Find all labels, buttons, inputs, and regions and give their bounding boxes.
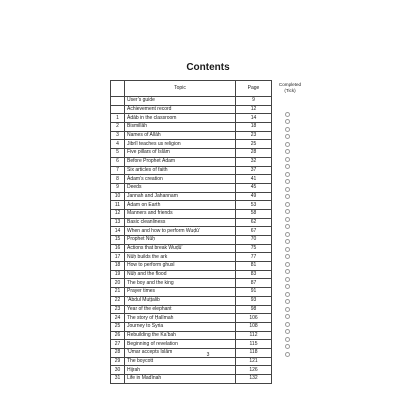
row-number: 19	[111, 270, 125, 279]
page-number: 3	[206, 352, 210, 358]
row-number: 29	[111, 357, 125, 366]
completed-tick-circle[interactable]	[285, 307, 290, 312]
completed-tick-circle[interactable]	[285, 277, 290, 282]
table-row	[111, 123, 272, 132]
row-number: 21	[111, 288, 125, 297]
row-topic: Six articles of faith	[125, 166, 236, 175]
completed-column-header	[274, 82, 306, 93]
table-row	[111, 97, 272, 106]
row-page: 81	[236, 262, 272, 271]
table-row	[111, 201, 272, 210]
row-topic: Nūḥ and the flood	[125, 270, 236, 279]
row-number: 8	[111, 175, 125, 184]
row-page: 58	[236, 209, 272, 218]
table-row	[111, 157, 272, 166]
row-topic: Journey to Syria	[125, 322, 236, 331]
row-number: 7	[111, 166, 125, 175]
row-page: 70	[236, 236, 272, 245]
topic-column-header: Topic	[125, 81, 236, 97]
completed-tick-circle[interactable]	[285, 344, 290, 349]
row-number: 23	[111, 305, 125, 314]
row-number: 30	[111, 366, 125, 375]
completed-tick-circle[interactable]	[285, 202, 290, 207]
table-row	[111, 340, 272, 349]
row-number: 14	[111, 227, 125, 236]
completed-tick-circle[interactable]	[285, 262, 290, 267]
row-number: 10	[111, 192, 125, 201]
table-row	[111, 314, 272, 323]
completed-tick-circle[interactable]	[285, 329, 290, 334]
table-row	[111, 279, 272, 288]
row-page: 87	[236, 279, 272, 288]
row-topic: ‘Umar accepts Islām	[125, 348, 236, 357]
row-page: 126	[236, 366, 272, 375]
table-body	[111, 97, 272, 384]
completed-tick-circle[interactable]	[285, 232, 290, 237]
row-page: 83	[236, 270, 272, 279]
row-topic: Bismillāh	[125, 123, 236, 132]
row-topic: Manners and friends	[125, 209, 236, 218]
table-row	[111, 175, 272, 184]
completed-tick-circle[interactable]	[285, 142, 290, 147]
completed-tick-circle[interactable]	[285, 187, 290, 192]
row-number: 12	[111, 209, 125, 218]
row-page: 28	[236, 149, 272, 158]
row-number: 26	[111, 331, 125, 340]
row-number: 24	[111, 314, 125, 323]
row-page: 45	[236, 183, 272, 192]
row-number: 9	[111, 183, 125, 192]
table-row	[111, 331, 272, 340]
row-page: 32	[236, 157, 272, 166]
row-page: 49	[236, 192, 272, 201]
completed-tick-circle[interactable]	[285, 322, 290, 327]
row-number	[111, 105, 125, 114]
row-page: 14	[236, 114, 272, 123]
tick-column	[285, 112, 290, 360]
row-page: 108	[236, 322, 272, 331]
row-number: 20	[111, 279, 125, 288]
table-row	[111, 236, 272, 245]
row-page: 106	[236, 314, 272, 323]
row-page: 18	[236, 123, 272, 132]
table-row	[111, 227, 272, 236]
row-number: 6	[111, 157, 125, 166]
table-header-row	[111, 81, 272, 97]
row-page: 115	[236, 340, 272, 349]
row-number: 31	[111, 375, 125, 384]
table-row	[111, 209, 272, 218]
number-column-header	[111, 81, 125, 97]
completed-tick-circle[interactable]	[285, 217, 290, 222]
row-topic: Prophet Nūḥ	[125, 236, 236, 245]
row-page: 77	[236, 253, 272, 262]
row-number: 25	[111, 322, 125, 331]
table-row	[111, 166, 272, 175]
row-number: 18	[111, 262, 125, 271]
completed-tick-circle[interactable]	[285, 247, 290, 252]
table-row	[111, 357, 272, 366]
row-topic: The story of Ḥalīmah	[125, 314, 236, 323]
row-page: 132	[236, 375, 272, 384]
row-topic: Deeds	[125, 183, 236, 192]
completed-tick-circle[interactable]	[285, 299, 290, 304]
row-page: 93	[236, 296, 272, 305]
table-row	[111, 114, 272, 123]
row-page: 12	[236, 105, 272, 114]
row-number	[111, 97, 125, 106]
completed-tick-circle[interactable]	[285, 269, 290, 274]
row-topic: Five pillars of Islām	[125, 149, 236, 158]
row-topic: Life in Madīnah	[125, 375, 236, 384]
completed-tick-circle[interactable]	[285, 149, 290, 154]
completed-tick-circle[interactable]	[285, 209, 290, 214]
row-topic: When and how to perform Wuḍū’	[125, 227, 236, 236]
row-page: 67	[236, 227, 272, 236]
completed-tick-circle[interactable]	[285, 112, 290, 117]
row-number: 27	[111, 340, 125, 349]
row-topic: Names of Allāh	[125, 131, 236, 140]
row-number: 16	[111, 244, 125, 253]
row-page: 112	[236, 331, 272, 340]
completed-tick-circle[interactable]	[285, 127, 290, 132]
table-row	[111, 105, 272, 114]
page-title: Contents	[186, 62, 230, 73]
row-page: 121	[236, 357, 272, 366]
contents-table	[110, 80, 272, 384]
row-topic: ‘Abdul Muṭṭalib	[125, 296, 236, 305]
row-number: 17	[111, 253, 125, 262]
table-row	[111, 366, 272, 375]
row-topic: The boy and the king	[125, 279, 236, 288]
row-number: 4	[111, 140, 125, 149]
row-page: 41	[236, 175, 272, 184]
row-topic: Achievement record	[125, 105, 236, 114]
table-row	[111, 375, 272, 384]
table-row	[111, 244, 272, 253]
row-number: 15	[111, 236, 125, 245]
completed-label: Completed	[278, 82, 302, 87]
row-topic: Basic cleanliness	[125, 218, 236, 227]
table-row	[111, 270, 272, 279]
completed-tick-circle[interactable]	[285, 164, 290, 169]
completed-tick-circle[interactable]	[285, 194, 290, 199]
table-row	[111, 218, 272, 227]
row-number: 5	[111, 149, 125, 158]
table-row	[111, 296, 272, 305]
row-number: 28	[111, 348, 125, 357]
row-topic: Ādam’s creation	[125, 175, 236, 184]
completed-tick-circle[interactable]	[285, 224, 290, 229]
completed-tick-circle[interactable]	[285, 134, 290, 139]
table-row	[111, 288, 272, 297]
row-topic: Year of the elephant	[125, 305, 236, 314]
row-topic: Before Prophet Ādam	[125, 157, 236, 166]
row-topic: Nūḥ builds the ark	[125, 253, 236, 262]
page-column-header: Page	[236, 81, 272, 97]
table-row	[111, 183, 272, 192]
row-page: 62	[236, 218, 272, 227]
table-row	[111, 140, 272, 149]
row-number: 2	[111, 123, 125, 132]
completed-tick-circle[interactable]	[285, 239, 290, 244]
completed-tick-circle[interactable]	[285, 284, 290, 289]
table-row	[111, 322, 272, 331]
row-page: 9	[236, 97, 272, 106]
row-number: 11	[111, 201, 125, 210]
completed-tick-circle[interactable]	[285, 157, 290, 162]
table-row	[111, 253, 272, 262]
completed-tick-circle[interactable]	[285, 314, 290, 319]
completed-tick-circle[interactable]	[285, 254, 290, 259]
table-row	[111, 149, 272, 158]
row-topic: Jibrīl teaches us religion	[125, 140, 236, 149]
table-row	[111, 262, 272, 271]
row-topic: Rebuilding the Ka’bah	[125, 331, 236, 340]
completed-tick-circle[interactable]	[285, 179, 290, 184]
row-topic: Prayer times	[125, 288, 236, 297]
row-topic: Beginning of revelation	[125, 340, 236, 349]
row-topic: The boycott	[125, 357, 236, 366]
completed-tick-circle[interactable]	[285, 337, 290, 342]
row-page: 37	[236, 166, 272, 175]
completed-tick-circle[interactable]	[285, 172, 290, 177]
completed-tick-circle[interactable]	[285, 292, 290, 297]
row-number: 1	[111, 114, 125, 123]
row-number: 22	[111, 296, 125, 305]
table-row	[111, 305, 272, 314]
row-topic: Ādam on Earth	[125, 201, 236, 210]
row-page: 91	[236, 288, 272, 297]
table-row	[111, 131, 272, 140]
row-page: 75	[236, 244, 272, 253]
completed-sublabel: (Tick)	[284, 87, 296, 93]
row-page: 53	[236, 201, 272, 210]
row-topic: Ādāb in the classroom	[125, 114, 236, 123]
row-page: 118	[236, 348, 272, 357]
row-topic: Jannah and Jahannam	[125, 192, 236, 201]
row-page: 23	[236, 131, 272, 140]
row-page: 25	[236, 140, 272, 149]
row-topic: User’s guide	[125, 97, 236, 106]
row-topic: Hijrah	[125, 366, 236, 375]
row-page: 98	[236, 305, 272, 314]
table-row	[111, 192, 272, 201]
row-topic: Actions that break Wuḍū’	[125, 244, 236, 253]
row-number: 3	[111, 131, 125, 140]
row-topic: How to perform ghusl	[125, 262, 236, 271]
completed-tick-circle[interactable]	[285, 119, 290, 124]
row-number: 13	[111, 218, 125, 227]
